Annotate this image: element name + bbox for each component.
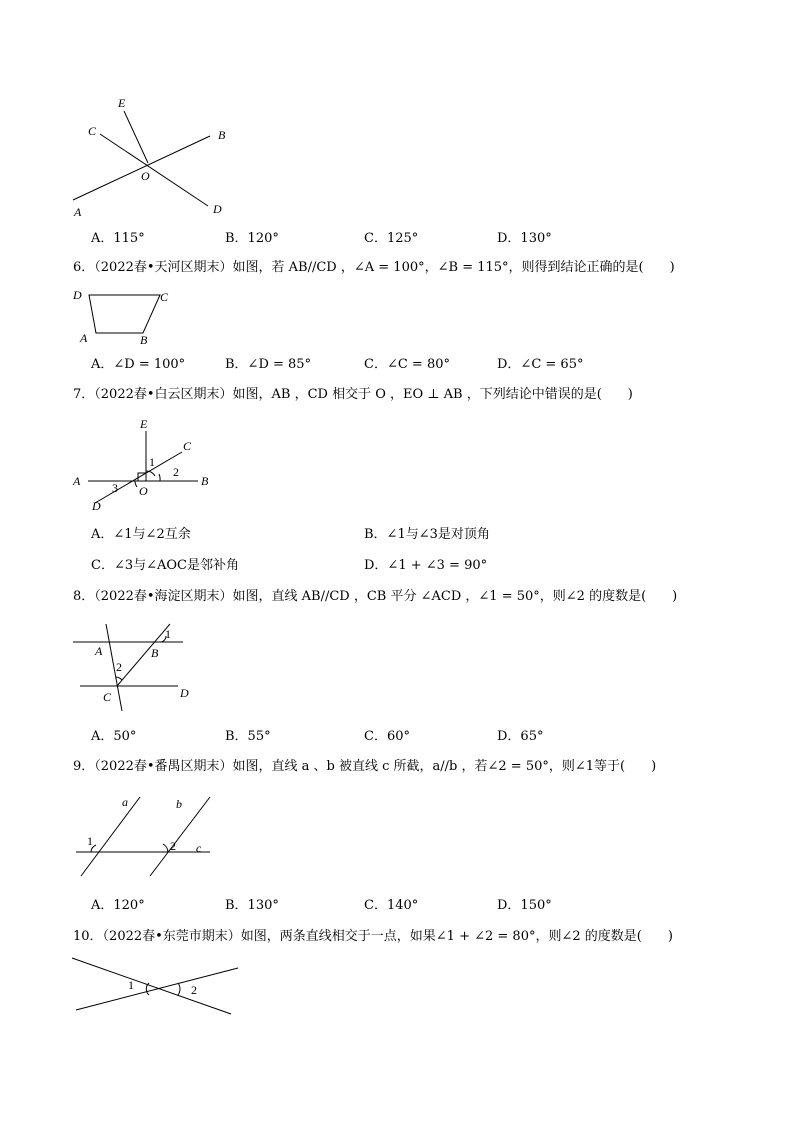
q6-label-B: B [140,333,148,347]
q6-option-a[interactable]: A．∠D = 100° [91,357,186,372]
q6-stem: 6．（2022春•天河区期末）如图，若 AB//CD ，∠A = 100°，∠B = 115°，则得到结论正确的是( ) [73,260,675,275]
q6-option-c[interactable]: C．∠C = 80° [364,357,450,372]
q5-label-B: B [218,128,226,142]
q5-line-AB [73,136,210,200]
q8-option-a[interactable]: A．50° [91,729,137,744]
q10-line-2 [76,968,238,1010]
q7-arc-2 [159,474,160,481]
q10-figure [72,958,238,1014]
q6-figure [72,288,169,347]
q6-label-C: C [160,290,169,304]
q5-label-D: D [213,202,222,216]
q8-label-A: A [95,644,103,658]
q8-option-c[interactable]: C．60° [364,729,410,744]
q5-line-EO [124,111,148,163]
q8-label-2: 2 [116,660,122,674]
q7-option-a[interactable]: A．∠1与∠2互余 [91,527,191,542]
q6-option-d[interactable]: D．∠C = 65° [497,357,584,372]
q7-label-E: E [140,417,148,431]
q5-label-E: E [118,96,126,110]
q8-label-C: C [103,690,112,704]
q10-stem: 10．（2022春•东莞市期末）如图，两条直线相交于一点，如果∠1 + ∠2 = 80°，则∠2 的度数是( ) [73,929,673,944]
q7-stem: 7．（2022春•白云区期末）如图，AB ，CD 相交于 O ，EO ⊥ AB ，下列结论中错误的是( ) [73,387,633,402]
q9-stem: 9．（2022春•番禺区期末）如图，直线 a 、b 被直线 c 所截，a//b ，若∠2 = 50°，则∠1等于( ) [73,759,657,774]
q5-option-b[interactable]: B．120° [225,231,279,246]
q7-label-D: D [92,499,101,513]
q7-label-B: B [201,474,209,488]
q10-line-1 [72,958,231,1014]
q7-label-C: C [183,439,192,453]
q5-label-A: A [74,205,82,219]
q9-option-b[interactable]: B．130° [225,898,279,913]
q9-arc-2 [163,844,168,852]
q9-option-d[interactable]: D．150° [497,898,552,913]
q5-label-O: O [141,169,150,183]
q8-label-D: D [180,686,189,700]
q6-label-D: D [73,288,82,302]
q9-option-a[interactable]: A．120° [91,898,145,913]
q9-label-2: 2 [170,839,176,853]
q7-label-1: 1 [149,455,155,469]
q6-trapezoid [89,295,160,333]
q5-label-C: C [88,124,97,138]
q7-arc-3 [135,481,137,487]
q10-arc-2 [178,983,180,995]
q8-arc-2 [116,677,122,680]
q8-label-1: 1 [165,627,171,641]
q6-label-A: A [80,331,88,345]
q7-option-d[interactable]: D．∠1 + ∠3 = 90° [364,558,488,573]
q9-label-b: b [176,797,182,811]
q7-option-c[interactable]: C．∠3与∠AOC是邻补角 [91,558,239,573]
q9-label-1: 1 [87,834,93,848]
q8-option-d[interactable]: D．65° [497,729,544,744]
q7-label-3: 3 [112,481,118,495]
q9-label-c: c [196,841,202,855]
q8-figure [73,624,189,711]
q5-figure [73,96,226,219]
q7-label-2: 2 [173,465,179,479]
q7-figure [72,417,209,513]
q8-label-B: B [151,646,159,660]
q9-figure [76,795,210,876]
q10-label-1: 1 [128,978,134,992]
q7-option-b[interactable]: B．∠1与∠3是对顶角 [364,527,490,542]
q9-option-c[interactable]: C．140° [364,898,419,913]
q8-line-CB [117,624,170,686]
q5-option-c[interactable]: C．125° [364,231,419,246]
q7-label-A: A [73,474,81,488]
q5-option-a[interactable]: A．115° [91,231,145,246]
q5-option-d[interactable]: D．130° [497,231,552,246]
q8-stem: 8．（2022春•海淀区期末）如图，直线 AB//CD ，CB 平分 ∠ACD ，∠1 = 50°，则∠2 的度数是( ) [73,589,678,604]
q7-label-O: O [139,484,148,498]
q8-option-b[interactable]: B．55° [225,729,271,744]
q9-label-a: a [122,795,128,809]
q10-label-2: 2 [191,983,197,997]
q6-option-b[interactable]: B．∠D = 85° [225,357,312,372]
